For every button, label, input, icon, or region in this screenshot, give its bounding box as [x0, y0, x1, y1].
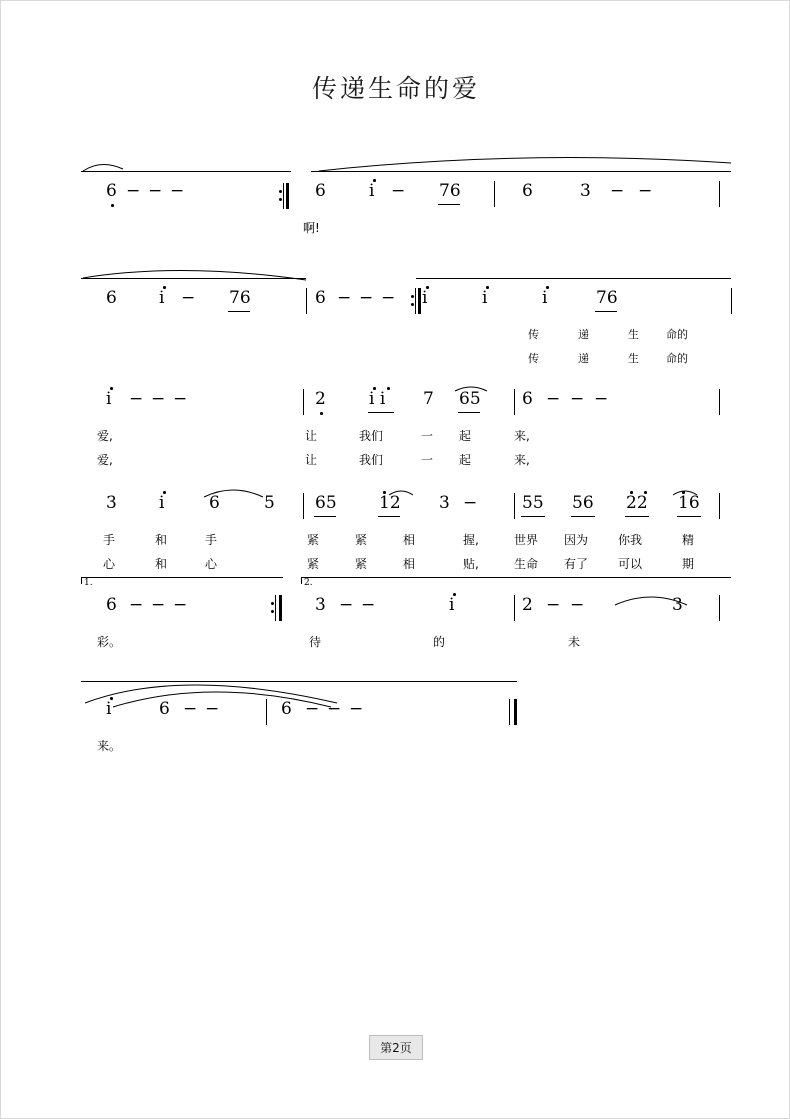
- volta-label-2: 2.: [304, 578, 313, 588]
- barline: [303, 389, 304, 415]
- volta-bracket-2: [301, 577, 302, 584]
- lyric: 起: [459, 453, 472, 467]
- lyric: 和: [155, 533, 168, 547]
- note-dash: −: [173, 389, 188, 409]
- note-dash: −: [594, 389, 609, 409]
- note-dash: −: [148, 181, 163, 201]
- beam-underline: [677, 516, 701, 517]
- lyric: 的: [433, 635, 446, 649]
- note-dash: −: [381, 288, 396, 308]
- lyric: 生命: [514, 557, 539, 571]
- lyric: 让: [305, 453, 318, 467]
- note: 7: [423, 389, 434, 409]
- barline: [731, 288, 732, 314]
- beam-underline: [521, 516, 545, 517]
- barline: [719, 389, 720, 415]
- lyric: 命的: [666, 352, 688, 365]
- lyric: 相: [403, 557, 416, 571]
- note: 2: [315, 389, 326, 409]
- barline: [719, 493, 720, 519]
- note: i: [422, 288, 428, 308]
- lyric: 一: [421, 453, 434, 467]
- note: 3: [106, 493, 117, 513]
- music-system-2: [1, 278, 790, 368]
- note: 12: [379, 493, 401, 513]
- octave-dot-above: [387, 387, 390, 390]
- lyric: 来,: [514, 453, 530, 467]
- note: 16: [678, 493, 700, 513]
- lyric: 精: [682, 533, 695, 547]
- lyric: 传: [528, 352, 539, 365]
- beam-underline: [625, 516, 649, 517]
- repeat-start-barline: [279, 183, 289, 209]
- octave-dot-above: [453, 593, 456, 596]
- lyric: 待: [309, 635, 322, 649]
- note-dash: −: [173, 595, 188, 615]
- octave-dot-above: [426, 286, 429, 289]
- lyric: 和: [155, 557, 168, 571]
- octave-dot-above: [110, 387, 113, 390]
- page-title: 传递生命的爱: [311, 74, 480, 103]
- note: i i: [369, 389, 386, 409]
- barline: [514, 595, 515, 621]
- note: 3: [439, 493, 450, 513]
- lyric: 爱,: [97, 429, 113, 443]
- lyric: 手: [205, 533, 218, 547]
- lyric: 紧: [307, 557, 320, 571]
- staff-line: [416, 278, 731, 279]
- lyric: 握,: [463, 533, 479, 547]
- note-dash: −: [349, 699, 364, 719]
- note: 6: [281, 699, 292, 719]
- music-system-1: [1, 171, 790, 241]
- note: 65: [315, 493, 337, 513]
- lyric: 心: [103, 557, 116, 571]
- note: 6: [106, 288, 117, 308]
- beam-underline: [571, 516, 595, 517]
- octave-dot-above: [682, 491, 685, 494]
- note: 65: [459, 389, 481, 409]
- lyric: 我们: [359, 429, 384, 443]
- final-barline: [509, 699, 517, 725]
- page-footer: [1, 1035, 790, 1060]
- note: 6: [209, 493, 220, 513]
- octave-dot-above: [546, 286, 549, 289]
- note-dash: −: [570, 595, 585, 615]
- lyric: 来。: [97, 739, 122, 753]
- octave-dot-below: [320, 412, 323, 415]
- barline: [514, 493, 515, 519]
- note-dash: −: [129, 595, 144, 615]
- lyric: 生: [628, 328, 639, 341]
- note-dash: −: [546, 389, 561, 409]
- note-dash: −: [337, 288, 352, 308]
- note-dash: −: [305, 699, 320, 719]
- octave-dot-above: [383, 491, 386, 494]
- beam-underline: [458, 412, 480, 413]
- lyric: 一: [421, 429, 434, 443]
- note: i: [542, 288, 548, 308]
- lyric: 彩。: [97, 635, 122, 649]
- octave-dot-above: [486, 286, 489, 289]
- beam-underline: [595, 311, 617, 312]
- note: 55: [522, 493, 544, 513]
- lyric: 可以: [618, 557, 643, 571]
- note-dash: −: [151, 595, 166, 615]
- note: 6: [159, 699, 170, 719]
- note-dash: −: [546, 595, 561, 615]
- note-dash: −: [339, 595, 354, 615]
- page-number: 第2页: [369, 1035, 423, 1060]
- lyric: 让: [305, 429, 318, 443]
- volta-label-1: 1.: [84, 578, 93, 588]
- lyric: 紧: [307, 533, 320, 547]
- note: 3: [580, 181, 591, 201]
- note: 6: [522, 389, 533, 409]
- staff-line: [81, 577, 283, 578]
- staff-line: [81, 681, 517, 682]
- lyric: 有了: [564, 557, 589, 571]
- lyric: 生: [628, 352, 639, 365]
- note: 3: [672, 595, 683, 615]
- note-dash: −: [181, 288, 196, 308]
- lyric: 因为: [564, 533, 589, 547]
- octave-dot-above: [163, 491, 166, 494]
- staff-line: [81, 171, 291, 172]
- barline: [719, 595, 720, 621]
- beam-underline: [368, 412, 394, 413]
- slur-curves: [1, 577, 790, 667]
- barline: [306, 288, 307, 314]
- barline: [303, 493, 304, 519]
- music-system-6: [1, 681, 790, 771]
- octave-dot-below: [111, 204, 114, 207]
- staff-line: [81, 278, 306, 279]
- lyric: 未: [568, 635, 581, 649]
- note: 76: [229, 288, 251, 308]
- lyric: 啊!: [303, 221, 320, 235]
- note-dash: −: [126, 181, 141, 201]
- note: 6: [106, 181, 117, 201]
- note-dash: −: [361, 595, 376, 615]
- note: 6: [315, 288, 326, 308]
- lyric: 手: [103, 533, 116, 547]
- beam-underline: [228, 311, 250, 312]
- repeat-start-barline: [411, 288, 421, 314]
- note: 22: [626, 493, 648, 513]
- note: 6: [106, 595, 117, 615]
- lyric: 命的: [666, 328, 688, 341]
- octave-dot-above: [163, 286, 166, 289]
- lyric: 相: [403, 533, 416, 547]
- lyric: 起: [459, 429, 472, 443]
- music-system-5: [1, 577, 790, 667]
- lyric: 期: [682, 557, 695, 571]
- barline: [514, 389, 515, 415]
- lyric: 你我: [618, 533, 643, 547]
- octave-dot-above: [630, 491, 633, 494]
- staff-line: [311, 171, 731, 172]
- note: i: [106, 699, 112, 719]
- volta-bracket-1: [81, 577, 82, 584]
- note: 3: [315, 595, 326, 615]
- octave-dot-above: [373, 387, 376, 390]
- music-system-4: [1, 485, 790, 580]
- note-dash: −: [638, 181, 653, 201]
- lyric: 爱,: [97, 453, 113, 467]
- note-dash: −: [463, 493, 478, 513]
- note-dash: −: [205, 699, 220, 719]
- note-dash: −: [327, 699, 342, 719]
- note: i: [449, 595, 455, 615]
- beam-underline: [314, 516, 336, 517]
- staff-line: [301, 577, 731, 578]
- lyric: 传: [528, 328, 539, 341]
- note: i: [106, 389, 112, 409]
- note: i: [369, 181, 375, 201]
- lyric: 心: [205, 557, 218, 571]
- note: 56: [572, 493, 594, 513]
- lyric: 贴,: [463, 557, 479, 571]
- note-dash: −: [570, 389, 585, 409]
- note: i: [482, 288, 488, 308]
- note-dash: −: [170, 181, 185, 201]
- octave-dot-above: [373, 179, 376, 182]
- note: 5: [264, 493, 275, 513]
- barline: [494, 181, 495, 207]
- note: 6: [315, 181, 326, 201]
- slur-curves: [1, 681, 790, 771]
- music-system-3: [1, 381, 790, 471]
- barline: [266, 699, 267, 725]
- note: i: [159, 493, 165, 513]
- repeat-end-barline: [271, 595, 283, 621]
- octave-dot-above: [110, 697, 113, 700]
- note: 6: [522, 181, 533, 201]
- barline: [719, 181, 720, 207]
- lyric: 世界: [514, 533, 539, 547]
- slur-curves: [1, 381, 790, 471]
- lyric: 我们: [359, 453, 384, 467]
- note-dash: −: [129, 389, 144, 409]
- note-dash: −: [183, 699, 198, 719]
- note: i: [159, 288, 165, 308]
- note: 76: [439, 181, 461, 201]
- note-dash: −: [610, 181, 625, 201]
- octave-dot-above: [644, 491, 647, 494]
- lyric: 来,: [514, 429, 530, 443]
- lyric: 递: [578, 352, 589, 365]
- note: 76: [596, 288, 618, 308]
- note-dash: −: [391, 181, 406, 201]
- beam-underline: [378, 516, 400, 517]
- lyric: 递: [578, 328, 589, 341]
- lyric: 紧: [355, 557, 368, 571]
- lyric: 紧: [355, 533, 368, 547]
- note: 2: [522, 595, 533, 615]
- beam-underline: [438, 204, 460, 205]
- note-dash: −: [151, 389, 166, 409]
- note-dash: −: [359, 288, 374, 308]
